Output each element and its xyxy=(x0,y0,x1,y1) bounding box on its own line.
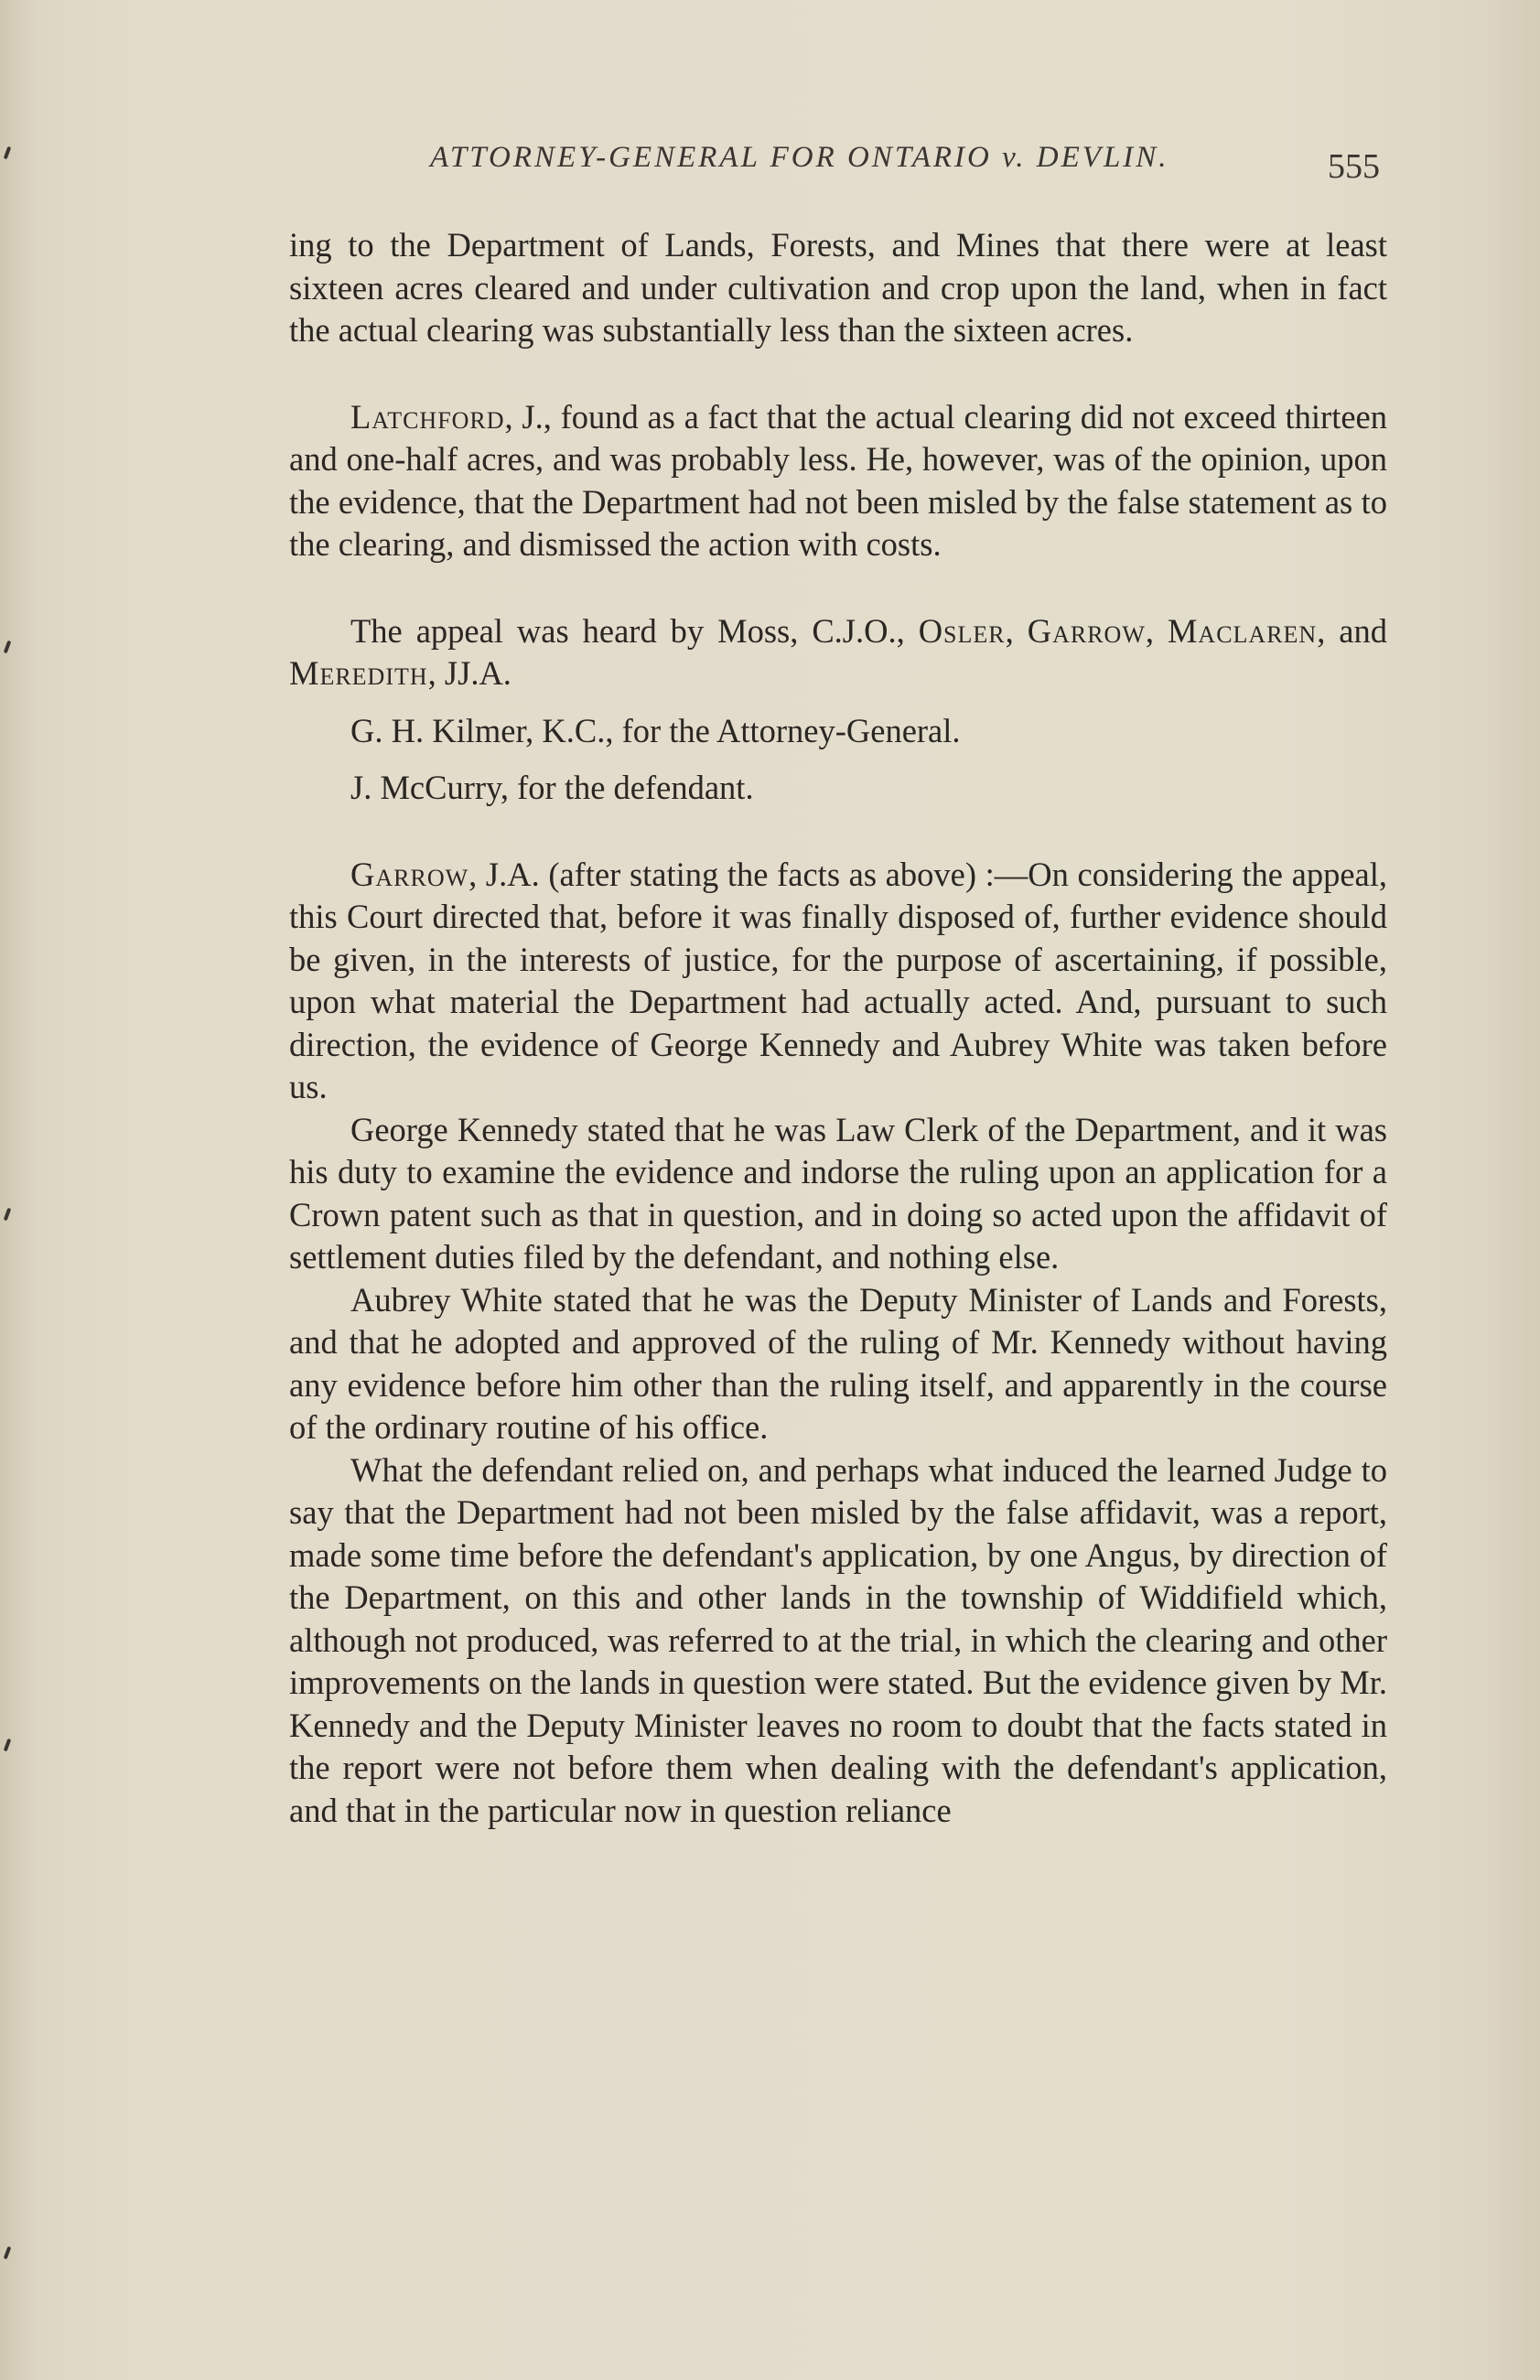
running-header xyxy=(284,137,1391,192)
segment-text: , xyxy=(1005,611,1028,650)
body-text xyxy=(289,224,1387,1832)
paragraph-white-evidence: Aubrey White stated that he was the Deputy Minister of Lands and Forests, and that he adopted and approved of the ruling of Mr. Kennedy without having any evidence before him other than the ruling itself, and apparently in the course of the ordinary routine of his office. xyxy=(289,1280,1387,1446)
paragraph-kennedy-evidence: George Kennedy stated that he was Law Clerk of the Department, and it was his duty to examine the evidence and indorse the ruling upon an application for a Crown patent such as that in question, and in doing so acted upon the affidavit of settlement duties filed by the defendant, and nothing else. xyxy=(289,1110,1387,1276)
judge-name: Garrow xyxy=(350,855,469,893)
judge-name: Meredith xyxy=(289,654,428,692)
margin-mark xyxy=(4,641,12,654)
paragraph-appeal-heard xyxy=(289,610,1387,695)
margin-mark xyxy=(4,2246,12,2260)
segment-text: The appeal was heard by Moss, C.J.O., xyxy=(350,611,919,650)
segment-text: , and xyxy=(1317,611,1387,650)
paragraph-text: , J., found as a fact that the actual clearing did not exceed thirteen and one-half acres, and was probably less. He, however, was of the opinion, upon the evidence, that the Department had not been misled by the false statement as to the clearing, and dismissed the action with costs. xyxy=(289,397,1387,563)
paragraph-report: What the defendant relied on, and perhaps what induced the learned Judge to say that the Department had not been misled by the false affidavit, was a report, made some time before the defendant's application, by one Angus, by direction of the Department, on this and other lands in the township of Widdifield which, although not produced, was referred to at the trial, in which the clearing and other improvements on the lands in question were stated. But the evidence given by Mr. Kennedy and the Deputy Minister leaves no room to doubt that the facts stated in the report were not before them when dealing with the defendant's application, and that in the particular now in question reliance xyxy=(289,1450,1387,1829)
margin-mark xyxy=(4,1739,12,1752)
judge-name: Maclaren xyxy=(1167,611,1318,650)
counsel-attorney-general: G. H. Kilmer, K.C., for the Attorney-General. xyxy=(350,711,961,749)
margin-mark xyxy=(4,1208,12,1222)
paragraph-continuation: ing to the Department of Lands, Forests, and Mines that there were at least sixteen acres cleared and under cultivation and crop upon the land, when in fact the actual clearing was substantially less than the sixteen acres. xyxy=(289,226,1387,349)
judge-name: Latchford xyxy=(350,397,505,436)
counsel-defendant: J. McCurry, for the defendant. xyxy=(350,769,754,806)
paragraph-trial-judgment xyxy=(289,396,1387,566)
judge-name: Osler xyxy=(918,611,1006,650)
judge-name: Garrow xyxy=(1027,611,1146,650)
margin-mark xyxy=(4,146,12,160)
paragraph-text: , J.A. (after stating the facts as above) :—On considering the appeal, this Court directed that, before it was finally disposed of, further evidence should be given, in the interests of justice, for the purpose of ascertaining, if possible, upon what material the Department had actually acted. And, pursuant to such direction, the evidence of George Kennedy and Aubrey White was taken before us. xyxy=(289,855,1387,1105)
paragraph-garrow-judgment xyxy=(289,854,1387,1109)
segment-text: , JJ.A. xyxy=(427,654,512,692)
segment-text: , xyxy=(1145,611,1168,650)
page-number: 555 xyxy=(1328,147,1380,186)
running-title: ATTORNEY-GENERAL FOR ONTARIO v. DEVLIN. xyxy=(430,141,1169,174)
